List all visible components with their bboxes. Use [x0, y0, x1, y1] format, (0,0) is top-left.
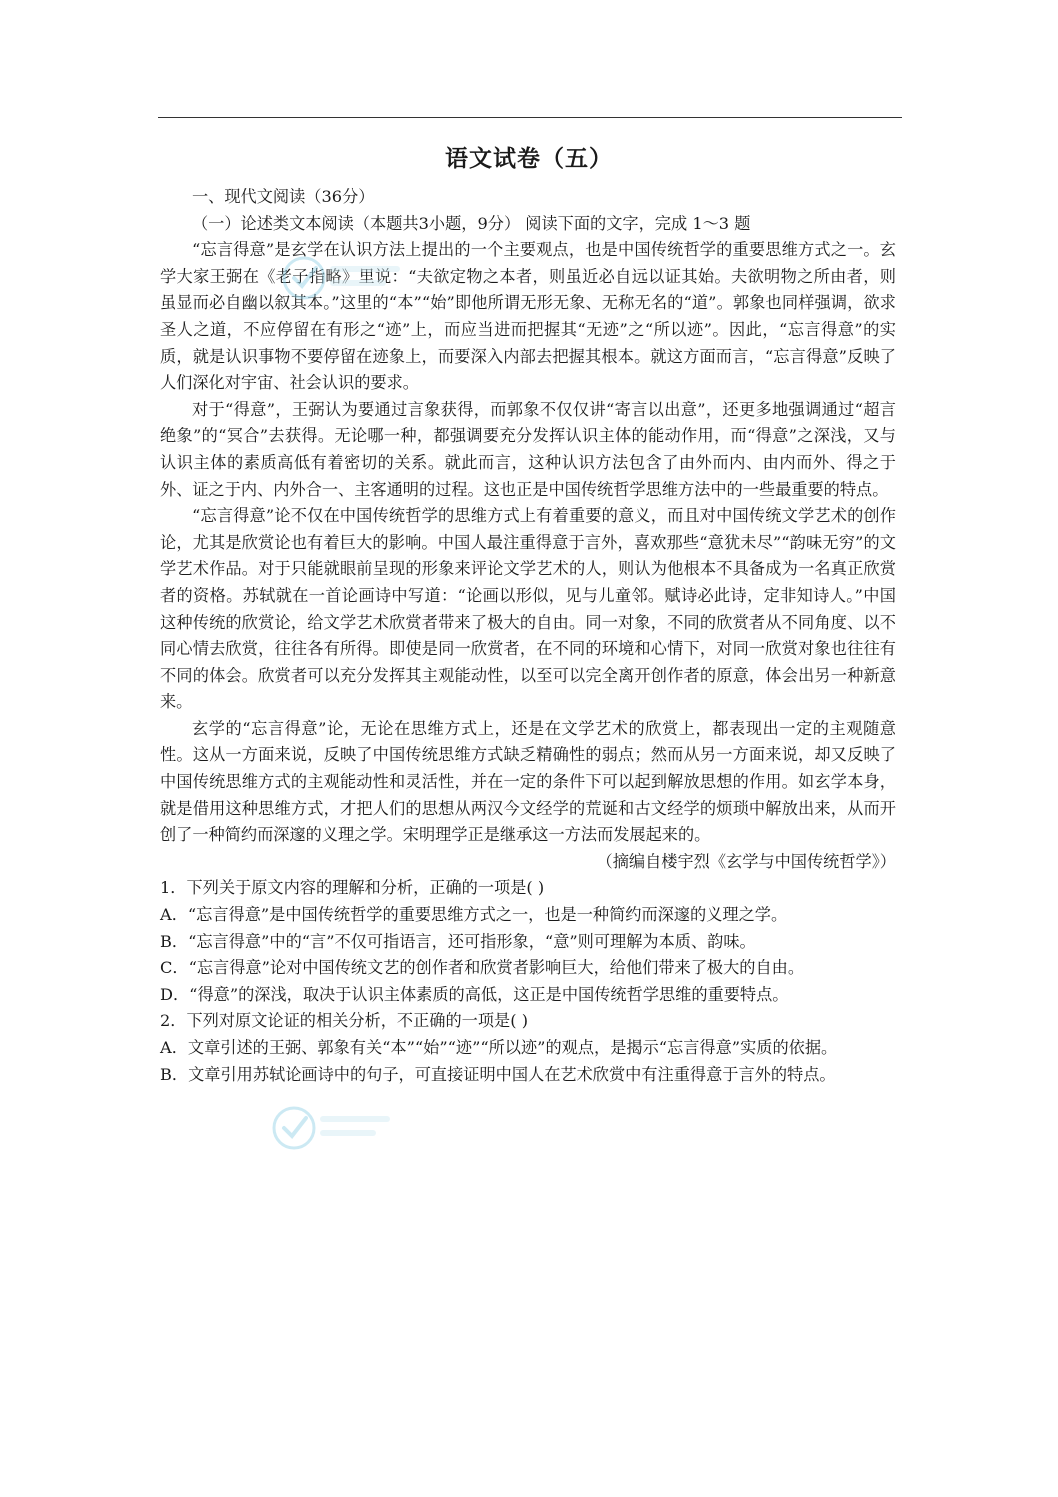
passage-paragraph: “忘言得意”论不仅在中国传统哲学的思维方式上有着重要的意义，而且对中国传统文学艺术的创作论，尤其是欣赏论也有着巨大的影响。中国人最注重得意于言外，喜欢那些“意犹未尽”“韵味无穷”的文学艺术作品。对于只能就眼前呈现的形象来评论文学艺术的人，则认为他根本不具备成为一名真正欣赏者的资格。苏轼就在一首论画诗中写道：“论画以形似，见与儿童邻。赋诗必此诗，定非知诗人。”中国这种传统的欣赏论，给文学艺术欣赏者带来了极大的自由。同一对象，不同的欣赏者从不同角度、以不同心情去欣赏，往往各有所得。即使是同一欣赏者，在不同的环境和心情下，对同一欣赏对象也往往有不同的体会。欣赏者可以充分发挥其主观能动性，以至可以完全离开创作者的原意，体会出另一种新意来。	[160, 506, 896, 712]
passage-paragraph: 玄学的“忘言得意”论，无论在思维方式上，还是在文学艺术的欣赏上，都表现出一定的主观随意性。这从一方面来说，反映了中国传统思维方式缺乏精确性的弱点；然而从另一方面来说，却又反映了中国传统思维方式的主观能动性和灵活性，并在一定的条件下可以起到解放思想的作用。如玄学本身，就是借用这种思维方式，才把人们的思想从两汉今文经学的荒诞和古文经学的烦琐中解放出来，从而开创了一种简约而深邃的义理之学。宋明理学正是继承这一方法而发展起来的。	[160, 718, 896, 845]
answer-option: B．“忘言得意”中的“言”不仅可指语言，还可指形象，“意”则可理解为本质、韵味。	[160, 931, 756, 951]
header-rule	[158, 117, 902, 118]
passage-source: （摘编自楼宇烈《玄学与中国传统哲学》）	[596, 851, 896, 871]
answer-option: D．“得意”的深浅，取决于认识主体素质的高低，这正是中国传统哲学思维的重要特点。	[160, 984, 789, 1004]
subsection-heading: （一）论述类文本阅读（本题共3小题，9分） 阅读下面的文字，完成 1～3 题	[192, 213, 751, 233]
answer-option: C．“忘言得意”论对中国传统文艺的创作者和欣赏者影响巨大，给他们带来了极大的自由。	[160, 958, 805, 978]
watermark-logo-icon	[268, 1098, 400, 1160]
answer-option: A．“忘言得意”是中国传统哲学的重要思维方式之一，也是一种简约而深邃的义理之学。	[160, 905, 788, 925]
passage-paragraph: 对于“得意”，王弼认为要通过言象获得，而郭象不仅仅讲“寄言以出意”，还更多地强调通过“超言绝象”的“冥合”去获得。无论哪一种，都强调要充分发挥认识主体的能动作用，而“得意”之深浅，又与认识主体的素质高低有着密切的关系。就此而言，这种认识方法包含了由外而内、由内而外、得之于外、证之于内、内外合一、主客通明的过程。这也正是中国传统哲学思维方法中的一些最重要的特点。	[160, 399, 896, 499]
exam-body	[160, 184, 896, 1088]
answer-option: A．文章引述的王弼、郭象有关“本”“始”“迹”“所以迹”的观点，是揭示“忘言得意”实质的依据。	[160, 1038, 838, 1057]
question-stem: 2．下列对原文论证的相关分析，不正确的一项是( )	[160, 1011, 529, 1031]
answer-option: B．文章引用苏轼论画诗中的句子，可直接证明中国人在艺术欣赏中有注重得意于言外的特点。	[160, 1064, 836, 1084]
page-title: 语文试卷（五）	[445, 145, 613, 172]
passage-paragraph: “忘言得意”是玄学在认识方法上提出的一个主要观点，也是中国传统哲学的重要思维方式之一。玄学大家王弼在《老子指略》里说：“夫欲定物之本者，则虽近必自远以证其始。夫欲明物之所由者，则虽显而必自幽以叙其本。”这里的“本”“始”即他所谓无形无象、无称无名的“道”。郭象也同样强调，欲求圣人之道，不应停留在有形之“迹”上，而应当进而把握其“无迹”之“所以迹”。因此，“忘言得意”的实质，就是认识事物不要停留在迹象上，而要深入内部去把握其根本。就这方面而言，“忘言得意”反映了人们深化对宇宙、社会认识的要求。	[160, 240, 896, 393]
section-heading: 一、现代文阅读（36分）	[192, 187, 375, 206]
question-stem: 1．下列关于原文内容的理解和分析，正确的一项是( )	[160, 878, 545, 898]
